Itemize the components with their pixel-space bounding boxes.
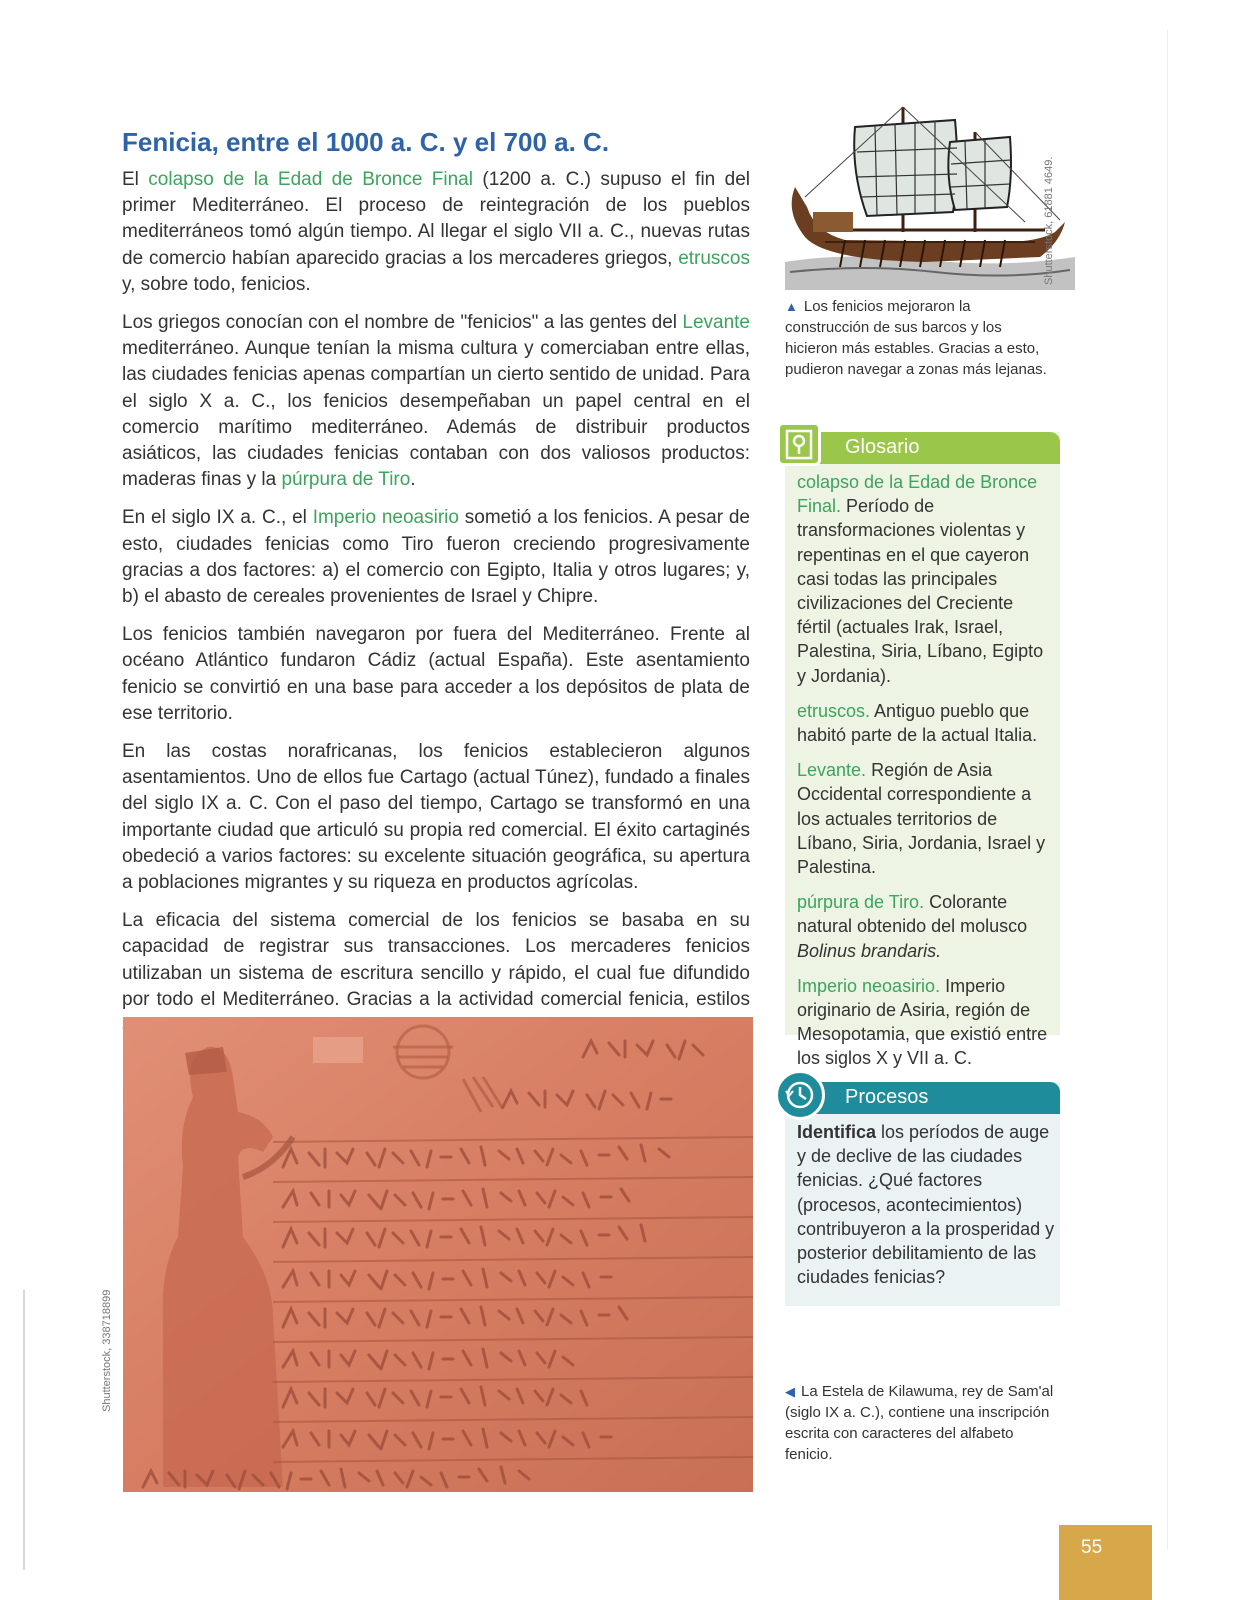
- stele-photo-credit: Shutterstock, 338718899: [101, 1289, 113, 1412]
- paragraph-text: sometió a los fenicios. A pesar de esto, ciudades fenicias como Tiro fueron creciendo progresivamente gracias a dos factores: a) el comercio con Egipto, Italia y otros lugares; y, b) el abasto de cereales provenientes de Israel y Chipre.: [122, 507, 750, 608]
- paragraph: [122, 167, 750, 298]
- glossary-definition: Imperio originario de Asiria, región de Mesopotamia, que existió entre los siglos X y VII a. C.: [797, 975, 1048, 1069]
- paragraph-text: El: [122, 169, 149, 190]
- paragraph-text: (1200 a. C.) supuso el fin del primer Mediterráneo. El proceso de reintegración de los pueblos mediterráneos tomó algún tiempo. Al llegar el siglo VII a. C., nuevas rutas de comercio habían aparecido gracias a los mercaderes griegos,: [122, 169, 750, 269]
- paragraph-text: En el siglo IX a. C., el: [122, 507, 313, 529]
- page-number: 55: [1081, 1537, 1103, 1558]
- glossary-term-highlight: colapso de la Edad de Bronce Final: [148, 169, 473, 190]
- paragraph: [122, 505, 750, 610]
- procesos-text: los períodos de auge y de declive de las ciudades fenicias. ¿Qué factores (procesos, acontecimientos) contribuyeron a la prosperidad y posterior debilitamiento de las ciudades fenicias?: [797, 1122, 1055, 1288]
- page-binding-line: [23, 1290, 25, 1570]
- glossary-term: colapso de la Edad de Bronce Final.: [797, 472, 1038, 517]
- paragraph: [122, 310, 750, 493]
- glossary-entry: [797, 758, 1052, 879]
- ship-caption: ▲ Los fenicios mejoraron la construcción de sus barcos y los hicieron más estables. Gracias a esto, pudieron navegar a zonas más lejanas.: [785, 298, 1047, 378]
- procesos-title: Procesos: [845, 1086, 929, 1108]
- phoenician-ship-image: [785, 102, 1075, 290]
- glossary-entry: [797, 890, 1052, 963]
- glossary-entry: [797, 470, 1052, 688]
- glossary-term: Levante.: [797, 760, 867, 781]
- procesos-activity: [797, 1120, 1055, 1289]
- clock-history-icon: [775, 1070, 825, 1120]
- paragraph-text: En las costas norafricanas, los fenicios establecieron algunos asentamientos. Uno de ellos fue Cartago (actual Túnez), fundado a finales del siglo IX a. C. Con el paso del tiempo, Cartago se transformó en una importante ciudad que articuló su propia red comercial. El éxito cartaginés obedeció a varios factores: su excelente situación geográfica, su apertura a poblaciones migrantes y su riqueza en productos agrícolas.: [122, 741, 750, 894]
- glossary-book-icon: [777, 422, 821, 466]
- glossary-list: [797, 470, 1052, 1082]
- glossary-definition: Colorante natural obtenido del molusco: [797, 892, 1028, 937]
- glossary-definition: Antiguo pueblo que habitó parte de la actual Italia.: [797, 700, 1038, 746]
- glossary-header: [785, 432, 1060, 464]
- glossary-scientific-name: Bolinus brandaris.: [797, 940, 942, 961]
- paragraph-text: Los griegos conocían con el nombre de "fenicios" a las gentes del: [122, 312, 683, 334]
- procesos-verb: Identifica: [797, 1122, 877, 1142]
- triangle-pointer-icon: ◀: [785, 1384, 795, 1399]
- paragraph-text: y, sobre todo, fenicios.: [122, 273, 311, 295]
- paragraph-text: mediterráneo. Aunque tenían la misma cultura y comerciaban entre ellas, las ciudades fenicias apenas compartían un cierto sentido de unidad. Para el siglo X a. C., los fenicios desempeñaban un papel central en el comercio marítimo mediterráneo. Además de distribuir productos asiáticos, las ciudades fenicias contaban con dos valiosos productos: maderas finas y la: [122, 338, 750, 491]
- page-number-tab: [1059, 1525, 1152, 1600]
- procesos-header: [785, 1082, 1060, 1114]
- procesos-box: [785, 1082, 1060, 1306]
- glossary-term-highlight: púrpura de Tiro: [281, 469, 411, 491]
- ship-photo-credit: Shutterstock, 61881 4649.: [1043, 156, 1055, 285]
- stele-image: [123, 1017, 753, 1492]
- glossary-term: etruscos.: [797, 700, 871, 721]
- page-title: Fenicia, entre el 1000 a. C. y el 700 a. C.: [122, 127, 610, 157]
- glossary-definition: Región de Asia Occidental correspondiente a los actuales territorios de Líbano, Siria, Jordania, Israel y Palestina.: [797, 760, 1046, 878]
- glossary-term: púrpura de Tiro.: [797, 892, 925, 913]
- glossary-entry: [797, 699, 1052, 747]
- glossary-title: Glosario: [845, 436, 920, 458]
- glossary-term-highlight: Levante: [682, 312, 750, 334]
- paragraph-text: .: [410, 469, 416, 491]
- glossary-entry: [797, 974, 1052, 1071]
- paragraph: [122, 622, 750, 727]
- glossary-term-highlight: Imperio neoasirio: [312, 507, 459, 529]
- glossary-definition: Período de transformaciones violentas y repentinas en el que cayeron casi todas las principales civilizaciones del Creciente fértil (actuales Irak, Israel, Palestina, Siria, Líbano, Egipto y Jordania).: [797, 496, 1044, 686]
- glossary-box: [785, 432, 1060, 1069]
- paragraph-text: La eficacia del sistema comercial de los fenicios se basaba en su capacidad de registrar sus transacciones. Los mercaderes fenicios utilizaban un sistema de escritura sencillo y rápido, el cual fue difundido por todo el Mediterráneo. Gracias a la actividad comercial fenicia, estilos: [122, 910, 750, 1010]
- main-text: [122, 167, 750, 1051]
- stele-caption: ◀ La Estela de Kilawuma, rey de Sam'al (siglo IX a. C.), contiene una inscripción escrita con caracteres del alfabeto fenicio.: [785, 1383, 1054, 1463]
- paragraph: [122, 739, 750, 896]
- triangle-pointer-icon: ▲: [785, 299, 798, 314]
- glossary-term: Imperio neoasirio.: [797, 975, 941, 996]
- paragraph-text: Los fenicios también navegaron por fuera del Mediterráneo. Frente al océano Atlántico fundaron Cádiz (actual España). Este asentamiento fenicio se convirtió en una base para acceder a los depósitos de plata de ese territorio.: [122, 624, 750, 724]
- glossary-term-highlight: etruscos: [678, 247, 750, 269]
- page-margin-line: [1167, 30, 1168, 1550]
